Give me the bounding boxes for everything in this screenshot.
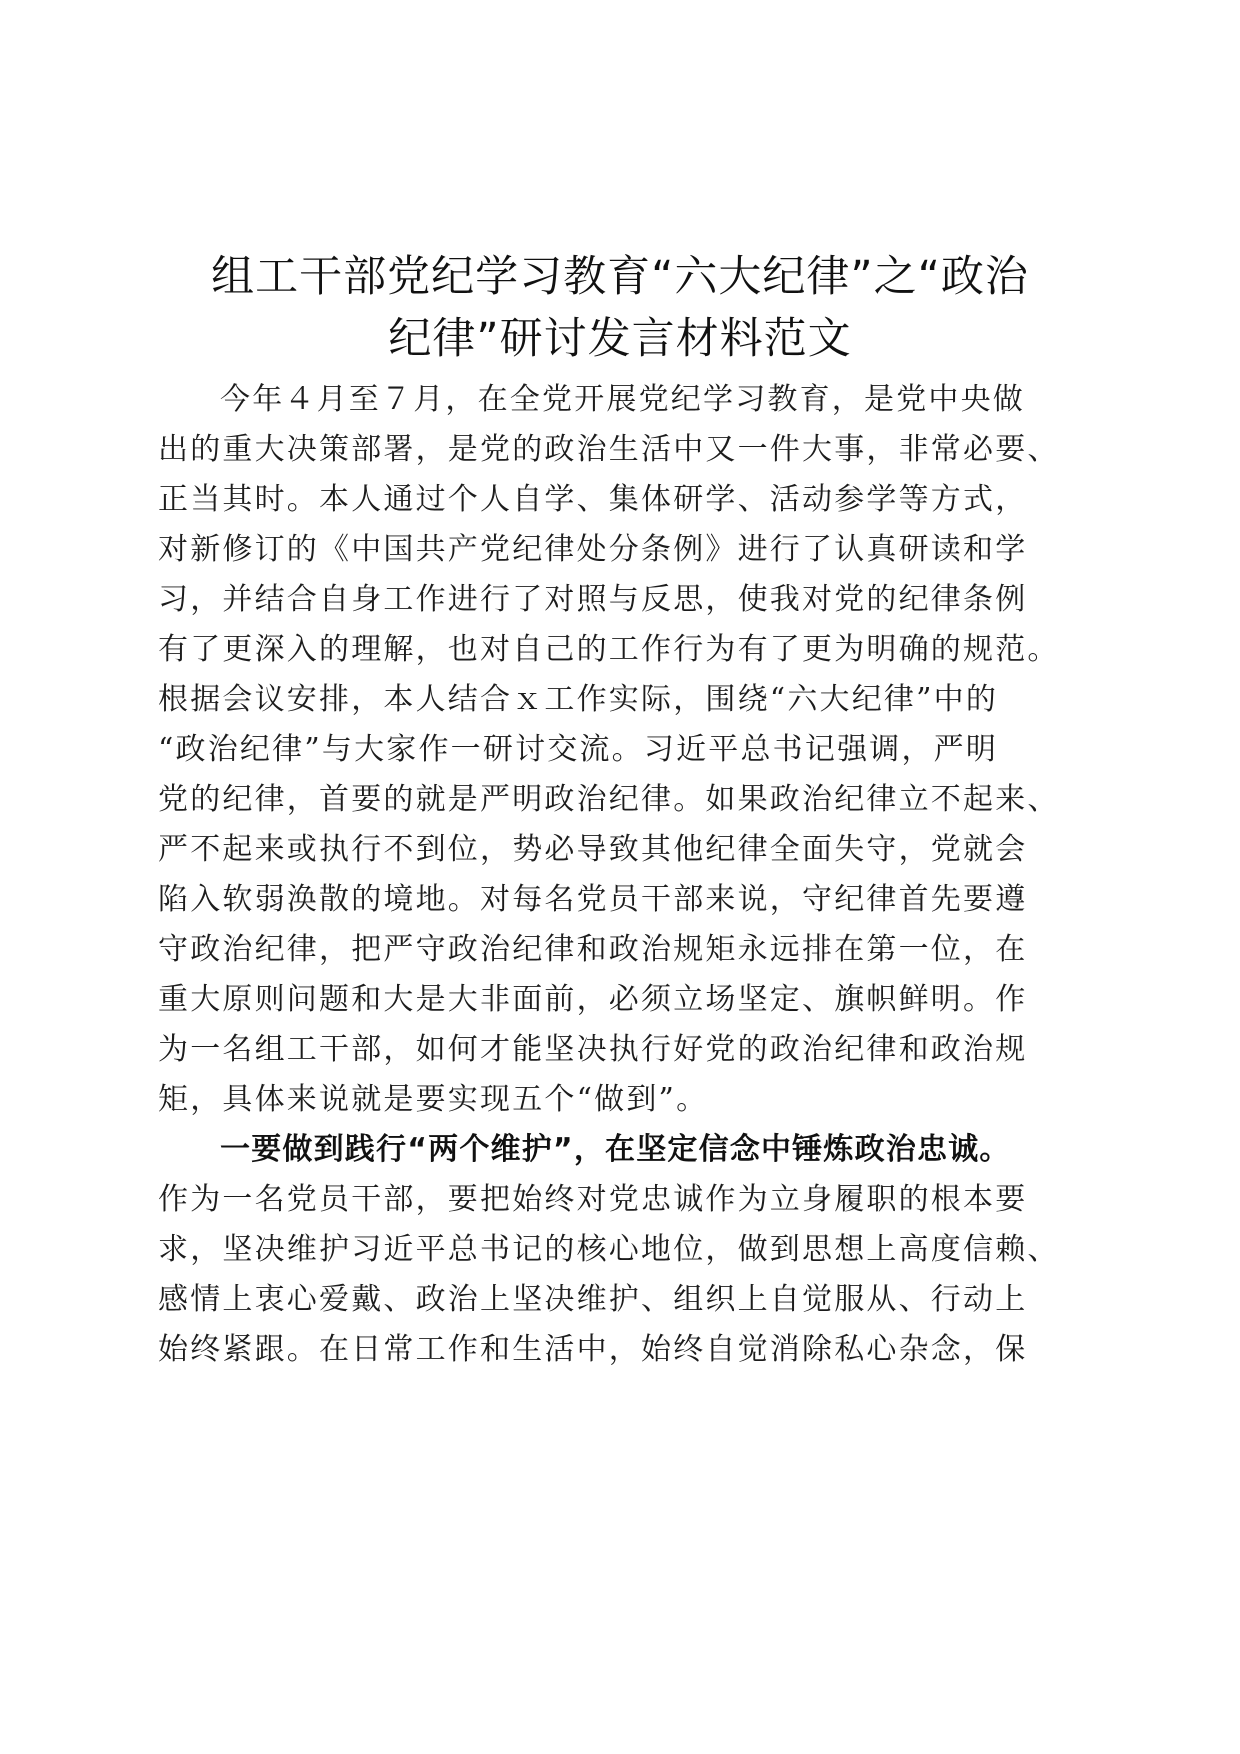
text-line: 党的纪律，首要的就是严明政治纪律。如果政治纪律立不起来、 bbox=[158, 782, 1060, 817]
text-line: 有了更深入的理解，也对自己的工作行为有了更为明确的规范。 bbox=[158, 632, 1060, 667]
text-line: 为一名组工干部，如何才能坚决执行好党的政治纪律和政治规 bbox=[158, 1032, 1028, 1067]
text-line: “政治纪律”与大家作一研讨交流。习近平总书记强调，严明 bbox=[158, 732, 999, 767]
text-line: 今年４月至７月，在全党开展党纪学习教育，是党中央做 bbox=[220, 382, 1025, 417]
text-line: 习，并结合自身工作进行了对照与反思，使我对党的纪律条例 bbox=[158, 582, 1028, 617]
text-line: 出的重大决策部署，是党的政治生活中又一件大事，非常必要、 bbox=[158, 432, 1060, 467]
text-line: 守政治纪律，把严守政治纪律和政治规矩永远排在第一位，在 bbox=[158, 932, 1028, 967]
document-title-line-1: 组工干部党纪学习教育“六大纪律”之“政治 bbox=[211, 252, 1029, 302]
text-line: 矩，具体来说就是要实现五个“做到”。 bbox=[158, 1082, 709, 1117]
text-line: 正当其时。本人通过个人自学、集体研学、活动参学等方式， bbox=[158, 482, 1028, 517]
text-line: 对新修订的《中国共产党纪律处分条例》进行了认真研读和学 bbox=[158, 532, 1028, 567]
text-line: 根据会议安排，本人结合ｘ工作实际，围绕“六大纪律”中的 bbox=[158, 682, 999, 717]
text-line: 始终紧跟。在日常工作和生活中，始终自觉消除私心杂念，保 bbox=[158, 1332, 1028, 1367]
text-line: 作为一名党员干部，要把始终对党忠诚作为立身履职的根本要 bbox=[158, 1182, 1028, 1217]
text-line: 求，坚决维护习近平总书记的核心地位，做到思想上高度信赖、 bbox=[158, 1232, 1060, 1267]
text-line: 重大原则问题和大是大非面前，必须立场坚定、旗帜鲜明。作 bbox=[158, 982, 1028, 1017]
document-title-line-2: 纪律”研讨发言材料范文 bbox=[388, 314, 852, 364]
text-line: 陷入软弱涣散的境地。对每名党员干部来说，守纪律首先要遵 bbox=[158, 882, 1028, 917]
text-line: 严不起来或执行不到位，势必导致其他纪律全面失守，党就会 bbox=[158, 832, 1028, 867]
text-line: 感情上衷心爱戴、政治上坚决维护、组织上自觉服从、行动上 bbox=[158, 1282, 1028, 1317]
section-heading: 一要做到践行“两个维护”，在坚定信念中锤炼政治忠诚。 bbox=[220, 1132, 1011, 1167]
